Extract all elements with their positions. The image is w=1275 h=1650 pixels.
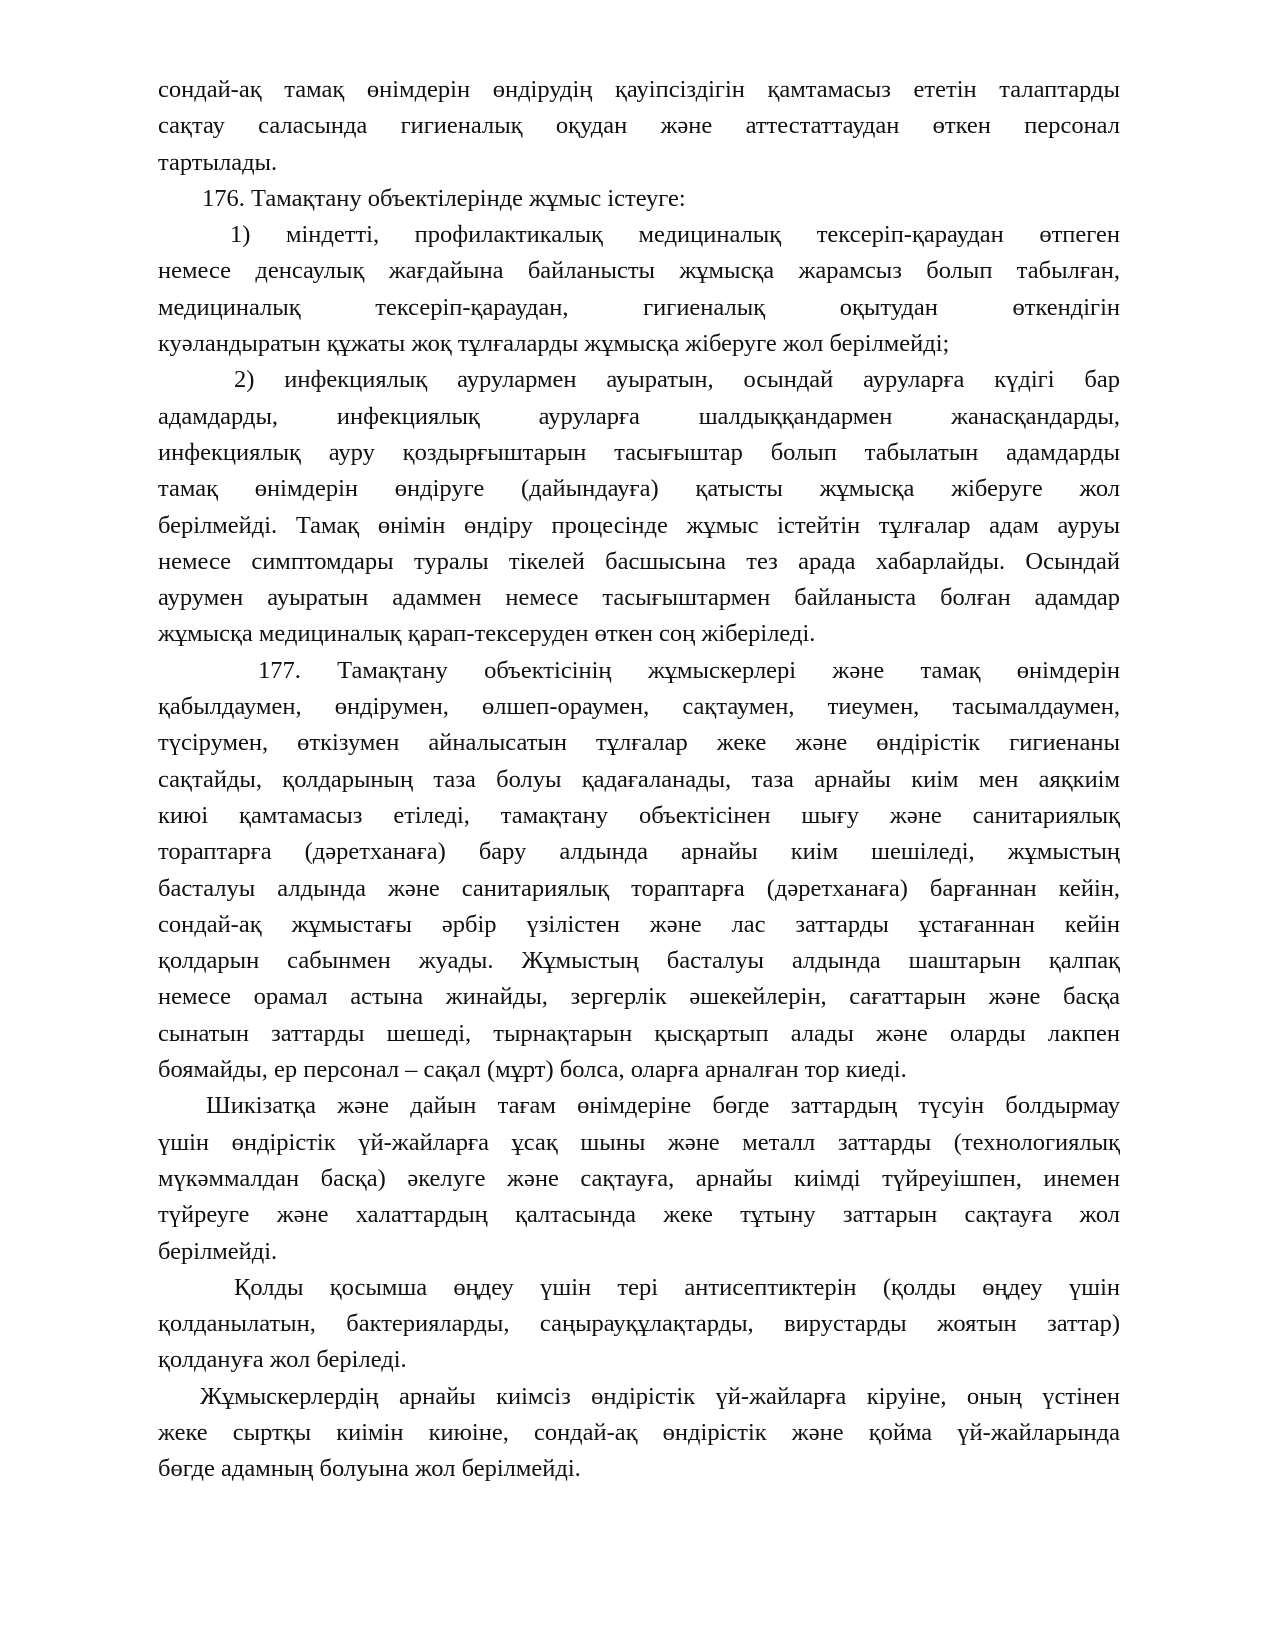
text-line: үшін өндірістік үй-жайларға ұсақ шыны және металл заттарды (технологиялық <box>158 1128 1120 1156</box>
paragraph-foreign-objects <box>158 1088 1120 1269</box>
text-line: киюі қамтамасыз етіледі, тамақтану объектісінен шығу және санитариялық <box>158 801 1120 829</box>
text-line: Шикізатқа және дайын тағам өнімдеріне бөгде заттардың түсуін болдырмау <box>206 1092 1120 1120</box>
text-line: тораптарға (дәретханаға) бару алдында арнайы киім шешіледі, жұмыстың <box>158 838 1120 866</box>
paragraph-176-item-1 <box>158 217 1120 362</box>
text-line: сондай-ақ жұмыстағы әрбір үзілістен және лас заттарды ұстағаннан кейін <box>158 910 1120 938</box>
text-line: немесе орамал астына жинайды, зергерлік әшекейлерін, сағаттарын және басқа <box>158 983 1120 1011</box>
paragraph-continuation <box>158 72 1120 181</box>
text-line: немесе денсаулық жағдайына байланысты жұмысқа жарамсыз болып табылған, <box>158 257 1120 285</box>
text-line: жұмысқа медициналық қарап-тексеруден өткен соң жіберіледі. <box>158 620 816 648</box>
text-line: Қолды қосымша өңдеу үшін тері антисептиктерін (қолды өңдеу үшін <box>234 1273 1120 1301</box>
text-line: медициналық тексеріп-қараудан, гигиеналық оқытудан өткендігін <box>158 293 1120 321</box>
text-line: сондай-ақ тамақ өнімдерін өндірудің қауіпсіздігін қамтамасыз ететін талаптарды <box>158 76 1120 103</box>
text-line: 2) инфекциялық аурулармен ауыратын, осындай ауруларға күдігі бар <box>234 366 1120 394</box>
text-line: берілмейді. Тамақ өнімін өндіру процесінде жұмыс істейтін тұлғалар адам ауруы <box>158 511 1120 539</box>
paragraph-176-item-2 <box>158 362 1120 652</box>
text-line: қолданылатын, бактерияларды, саңырауқұлақтарды, вирустарды жоятын заттар) <box>158 1310 1120 1338</box>
paragraph-176-heading <box>158 181 1120 217</box>
text-line: басталуы алдында және санитариялық тораптарға (дәретханаға) барғаннан кейін, <box>158 874 1120 902</box>
text-line: жеке сыртқы киімін киюіне, сондай-ақ өндірістік және қойма үй-жайларында <box>158 1418 1120 1446</box>
text-line: тартылады. <box>158 148 278 176</box>
document-body <box>158 72 1120 1488</box>
text-line: мүкәммалдан басқа) әкелуге және сақтауға, арнайы киімді түйреуішпен, инемен <box>158 1164 1120 1192</box>
text-line: инфекциялық ауру қоздырғыштарын тасығыштар болып табылатын адамдарды <box>158 438 1120 466</box>
text-line: берілмейді. <box>158 1237 278 1265</box>
text-line: аурумен ауыратын адаммен немесе тасығыштармен байланыста болған адамдар <box>158 584 1120 612</box>
text-line: қолдарын сабынмен жуады. Жұмыстың басталуы алдында шаштарын қалпақ <box>158 947 1120 975</box>
text-line: қолдануға жол беріледі. <box>158 1346 407 1374</box>
text-line: 177. Тамақтану объектісінің жұмыскерлері және тамақ өнімдерін <box>258 656 1120 684</box>
text-line: немесе симптомдары туралы тікелей басшысына тез арада хабарлайды. Осындай <box>158 547 1120 575</box>
paragraph-antiseptics <box>158 1270 1120 1379</box>
text-line: Жұмыскерлердің арнайы киімсіз өндірістік үй-жайларға кіруіне, оның үстінен <box>200 1382 1120 1410</box>
text-line: сақтау саласында гигиеналық оқудан және аттестаттаудан өткен персонал <box>158 112 1120 140</box>
text-line: сынатын заттарды шешеді, тырнақтарын қысқартып алады және оларды лакпен <box>158 1019 1120 1047</box>
text-line: түсірумен, өткізумен айналысатын тұлғалар жеке және өндірістік гигиенаны <box>158 729 1120 757</box>
text-line: түйреуге және халаттардың қалтасында жеке тұтыну заттарын сақтауға жол <box>158 1201 1120 1229</box>
paragraph-special-clothing <box>158 1379 1120 1488</box>
text-line: адамдарды, инфекциялық ауруларға шалдыққандармен жанасқандарды, <box>158 402 1120 430</box>
text-line: қабылдаумен, өндірумен, өлшеп-ораумен, сақтаумен, тиеумен, тасымалдаумен, <box>158 693 1120 721</box>
text-line: боямайды, ер персонал – сақал (мұрт) болса, оларға арналған тор киеді. <box>158 1056 907 1084</box>
text-line: тамақ өнімдерін өндіруге (дайындауға) қатысты жұмысқа жіберуге жол <box>158 475 1120 503</box>
text-line: 1) міндетті, профилактикалық медициналық тексеріп-қараудан өтпеген <box>230 221 1120 249</box>
text-line: 176. Тамақтану объектілерінде жұмыс істеуге: <box>202 184 686 212</box>
text-line: куәландыратын құжаты жоқ тұлғаларды жұмысқа жіберуге жол берілмейді; <box>158 330 950 358</box>
paragraph-177 <box>158 653 1120 1089</box>
text-line: бөгде адамның болуына жол берілмейді. <box>158 1455 581 1483</box>
text-line: сақтайды, қолдарының таза болуы қадағаланады, таза арнайы киім мен аяқкиім <box>158 765 1120 793</box>
